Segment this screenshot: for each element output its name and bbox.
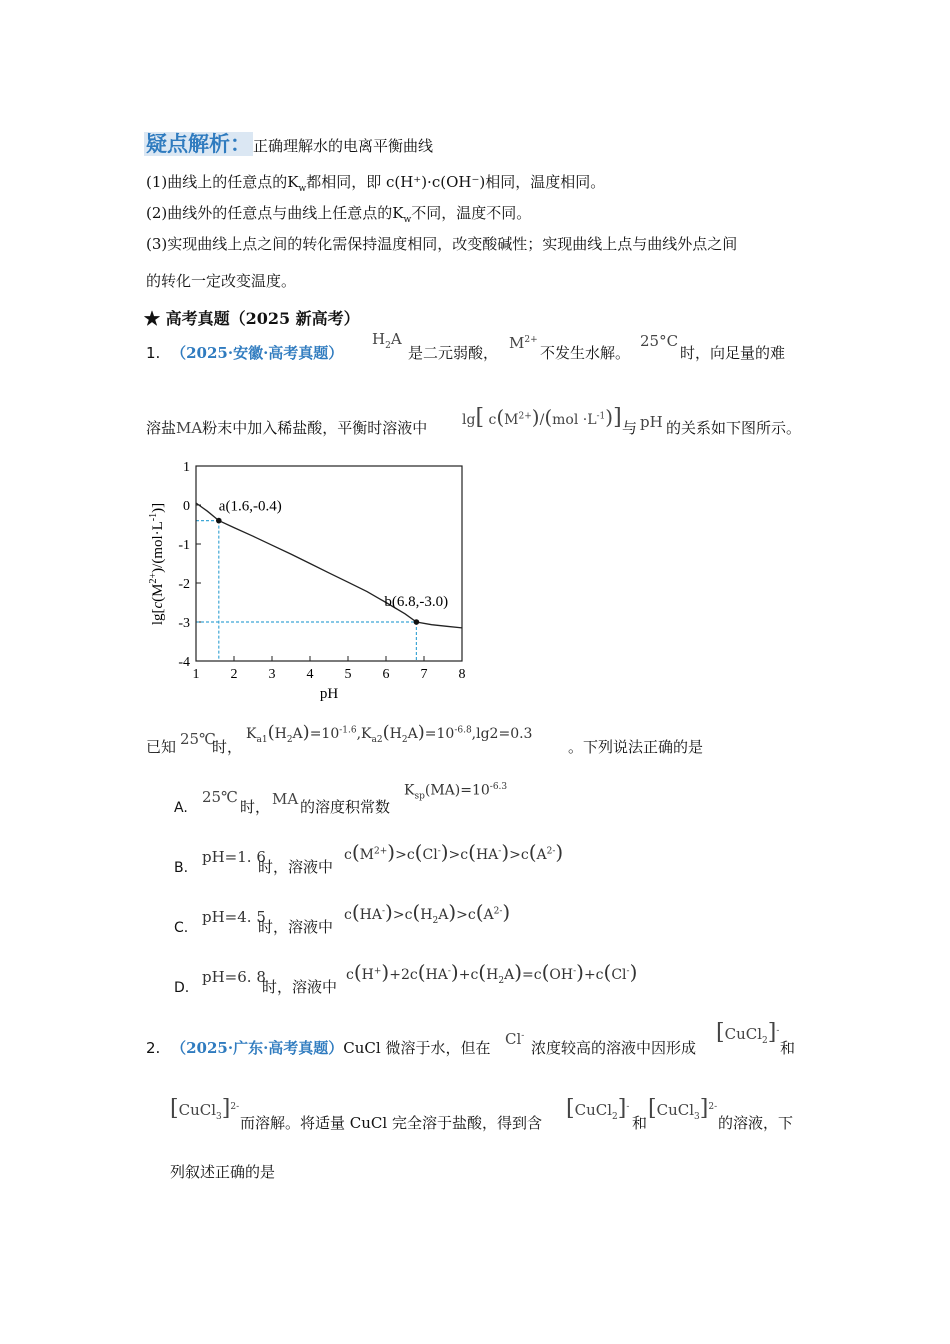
option-b-ph: pH=1. 6 [202,848,266,866]
option-c[interactable]: C. [174,920,189,936]
point-2: (2)曲线外的任意点与曲线上任意点的$K_w$不同，温度不同。 [146,204,532,225]
q2-cucl2-b: [CuCl$_2$]- [566,1096,630,1122]
option-d[interactable]: D. [174,980,190,996]
x-tick-label: 5 [344,667,352,682]
x-tick-label: 4 [306,667,314,682]
option-a-temp: 25℃ [202,788,238,806]
q1-yu: 与 [622,419,638,437]
option-a[interactable]: A. [174,800,188,816]
x-tick-label: 7 [420,667,428,682]
y-tick-label: -2 [178,577,190,592]
q2-line2-tail: 的溶液，下 [718,1114,794,1132]
section-heading-row [144,128,433,158]
q2-cucl2-a: [CuCl$_2$]- [716,1020,780,1046]
option-c-formula: $c(HA^-)>c(H_2A)>c(A^{2-})$ [344,900,511,926]
q1-known-a: 已知 [146,738,177,756]
q2-line1 [146,1037,490,1058]
point-label: b(6.8,-3.0) [384,594,449,610]
y-axis-label: $\lg[c(M^{2+})/(mol\cdot L^{-1})]$ [148,502,166,626]
option-a-text: 的溶度积常数 [300,798,391,816]
section-subheading: 正确理解水的电离平衡曲线 [253,137,434,155]
option-b-mid: 时，溶液中 [258,858,334,876]
point-label: a(1.6,-0.4) [218,498,282,515]
q2-he-1: 和 [780,1039,796,1057]
q1-temp: 25°C [640,332,679,350]
option-d-ph: pH=6. 8 [202,968,266,986]
x-tick-label: 2 [230,667,238,682]
x-axis-label: pH [319,686,339,702]
option-a-shi: 时， [240,798,271,816]
y-tick-label: -1 [178,538,190,553]
q2-cucl3-b: [CuCl$_3$]$^{2-}$ [648,1096,718,1122]
q1-line2-a: 溶盐MA粉末中加入稀盐酸，平衡时溶液中 [146,419,428,437]
q1-h2a: $H_2A$ [372,330,402,351]
q1-known-formula: $K_{a1}(H_2A)=10^{-1.6},K_{a2}(H_2A)=10^{-6.8},\lg 2=0.3$ [246,722,533,745]
q2-line2-text: 而溶解。将适量 CuCl 完全溶于盐酸，得到含 [240,1114,542,1132]
q1-line2-tail: 的关系如下图所示。 [666,419,802,437]
q2-cl: Cl- [505,1030,525,1048]
q1-m2plus: $M^{2+}$ [509,334,538,352]
x-tick-label: 3 [268,667,276,682]
data-point [414,619,420,625]
option-a-formula: $K_{sp}(MA)=10^{-6.3}$ [404,782,508,802]
section-heading: 疑点解析： [146,132,251,156]
data-point [216,518,222,524]
q1-ph: pH [640,413,663,431]
option-d-mid: 时，溶液中 [262,978,338,996]
point-1: (1)曲线上的任意点的$K_w$都相同，即 c(H⁺)·c(OH⁻)相同，温度相同。 [146,173,606,194]
q1-known-temp: 25℃ [180,730,216,748]
q2-cucl3-a: [CuCl$_3$]$^{2-}$ [170,1096,240,1122]
q1-number: 1. [146,344,161,362]
q1-line1-tail: 时，向足量的难 [680,344,786,362]
y-tick-label: -3 [178,616,190,631]
y-tick-label: 0 [183,499,190,514]
y-tick-label: 1 [183,460,190,475]
point-3-cont: 的转化一定改变温度。 [146,272,297,290]
option-c-ph: pH=4. 5 [202,908,266,926]
q2-tag: （2025·广东·高考真题） [171,1039,344,1057]
q1-tag: （2025·安徽·高考真题） [171,344,344,362]
option-b-formula: $c(M^{2+})>c(Cl^-)>c(HA^-)>c(A^{2-})$ [344,840,564,864]
q2-line1-text: CuCl 微溶于水，但在 [343,1039,491,1057]
exam-header: ★ 高考真题（2025 新高考） [144,309,360,328]
x-tick-label: 1 [192,667,200,682]
option-c-mid: 时，溶液中 [258,918,334,936]
q1-line1 [146,342,343,363]
x-tick-label: 6 [382,667,390,682]
option-a-ma: MA [272,790,299,808]
plot-frame [196,466,462,661]
q1-known-tail: 。下列说法正确的是 [568,738,704,756]
chart [140,452,480,704]
q2-he-2: 和 [632,1114,648,1132]
q1-weak-acid: 是二元弱酸， [408,344,499,362]
x-tick-label: 8 [458,667,466,682]
q1-lg-expr: lg[ $c(M^{2+})/(mol \cdot L^{-1})$] [462,405,622,430]
option-d-formula: $c(H^+)+2c(HA^-)+c(H_2A)=c(OH^-)+c(Cl^-)$ [346,960,638,986]
y-tick-label: -4 [178,655,190,670]
option-b[interactable]: B. [174,860,189,876]
point-3: (3)实现曲线上点之间的转化需保持温度相同，改变酸碱性；实现曲线上点与曲线外点之间 [146,235,738,253]
q2-line3: 列叙述正确的是 [170,1163,276,1181]
q2-line1-mid: 浓度较高的溶液中因形成 [531,1039,697,1057]
q2-number: 2. [146,1039,161,1057]
q1-no-hydrolysis: 不发生水解。 [540,344,631,362]
q1-known-shi: 时， [212,738,243,756]
